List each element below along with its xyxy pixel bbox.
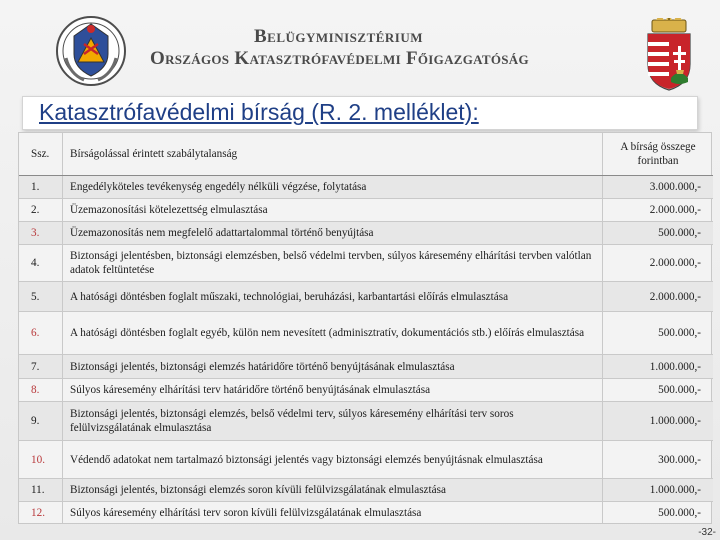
table-row xyxy=(19,441,713,479)
row-no: 4. xyxy=(19,245,63,281)
civil-protection-emblem-icon xyxy=(54,14,128,88)
row-amount: 2.000.000,- xyxy=(649,290,701,303)
row-no: 8. xyxy=(19,379,63,401)
row-no: 6. xyxy=(19,312,63,354)
page-number: -32- xyxy=(698,527,716,538)
page-title: Katasztrófavédelmi bírság (R. 2. melléklet): xyxy=(39,99,479,125)
row-text: Súlyos káresemény elhárítási terv határidőre történő benyújtásának elmulasztása xyxy=(63,379,603,401)
title-bar xyxy=(22,96,698,130)
col-header-no: Ssz. xyxy=(19,133,63,175)
table-row xyxy=(19,282,713,312)
row-no: 2. xyxy=(19,199,63,221)
row-amount: 500.000,- xyxy=(658,327,701,339)
col-header-amount: A bírság összege forintban xyxy=(620,141,696,167)
row-amount: 500.000,- xyxy=(658,384,701,396)
row-amount: 500.000,- xyxy=(658,507,701,519)
row-no: 3. xyxy=(19,222,63,244)
row-text: Védendő adatokat nem tartalmazó biztonsági jelentés vagy biztonsági elemzés benyújtásnak elmulasztása xyxy=(63,441,603,478)
row-no: 12. xyxy=(19,502,63,524)
table-row xyxy=(19,245,713,282)
col-header-violation: Bírságolással érintett szabálytalanság xyxy=(63,133,603,175)
table-row xyxy=(19,379,713,402)
ministry-name: Belügyminisztérium xyxy=(254,26,424,47)
table-row xyxy=(19,402,713,441)
agency-name: Országos Katasztrófavédelmi Főigazgatóság xyxy=(150,48,529,69)
row-text: Üzemazonosítási kötelezettség elmulasztása xyxy=(63,199,603,221)
table-row xyxy=(19,355,713,379)
row-amount: 500.000,- xyxy=(658,227,701,239)
row-text: Engedélyköteles tevékenység engedély nélküli végzése, folytatása xyxy=(63,176,603,198)
table-header xyxy=(19,133,713,176)
row-amount: 1.000.000,- xyxy=(649,360,701,373)
row-amount: 2.000.000,- xyxy=(649,257,701,269)
table-row xyxy=(19,502,713,524)
table-row xyxy=(19,176,713,199)
row-text: A hatósági döntésben foglalt műszaki, technológiai, beruházási, karbantartási előírás elmulasztása xyxy=(63,282,603,311)
row-amount: 3.000.000,- xyxy=(649,181,701,193)
fine-table xyxy=(18,132,712,524)
row-text: Biztonsági jelentés, biztonsági elemzés soron kívüli felülvizsgálatának elmulasztása xyxy=(63,479,603,501)
row-text: Üzemazonosítás nem megfelelő adattartalommal történő benyújtása xyxy=(63,222,603,244)
row-no: 10. xyxy=(19,441,63,478)
row-no: 5. xyxy=(19,282,63,311)
row-text: Súlyos káresemény elhárítási terv soron kívüli felülvizsgálatának elmulasztása xyxy=(63,502,603,524)
table-row xyxy=(19,222,713,245)
row-text: Biztonsági jelentés, biztonsági elemzés, belső védelmi terv, súlyos káresemény elhárítási terv soros felülvizsgálatának elmulasztása xyxy=(63,402,603,440)
row-text: Biztonsági jelentésben, biztonsági elemzésben, belső védelmi tervben, súlyos káresemény elhárítási tervben valótlan adatok feltüntetése xyxy=(63,245,603,281)
row-amount: 1.000.000,- xyxy=(649,484,701,496)
row-no: 1. xyxy=(19,176,63,198)
table-row xyxy=(19,479,713,502)
row-text: Biztonsági jelentés, biztonsági elemzés határidőre történő benyújtásának elmulasztása xyxy=(63,355,603,378)
row-amount: 2.000.000,- xyxy=(649,204,701,216)
row-amount: 300.000,- xyxy=(658,453,701,466)
table-row xyxy=(19,199,713,222)
hungarian-coat-of-arms-icon xyxy=(640,18,698,92)
header xyxy=(0,0,720,100)
row-text: A hatósági döntésben foglalt egyéb, külön nem nevesített (adminisztratív, dokumentációs stb.) előírás elmulasztása xyxy=(63,312,603,354)
row-no: 11. xyxy=(19,479,63,501)
row-no: 7. xyxy=(19,355,63,378)
row-no: 9. xyxy=(19,402,63,440)
table-row xyxy=(19,312,713,355)
row-amount: 1.000.000,- xyxy=(649,415,701,427)
